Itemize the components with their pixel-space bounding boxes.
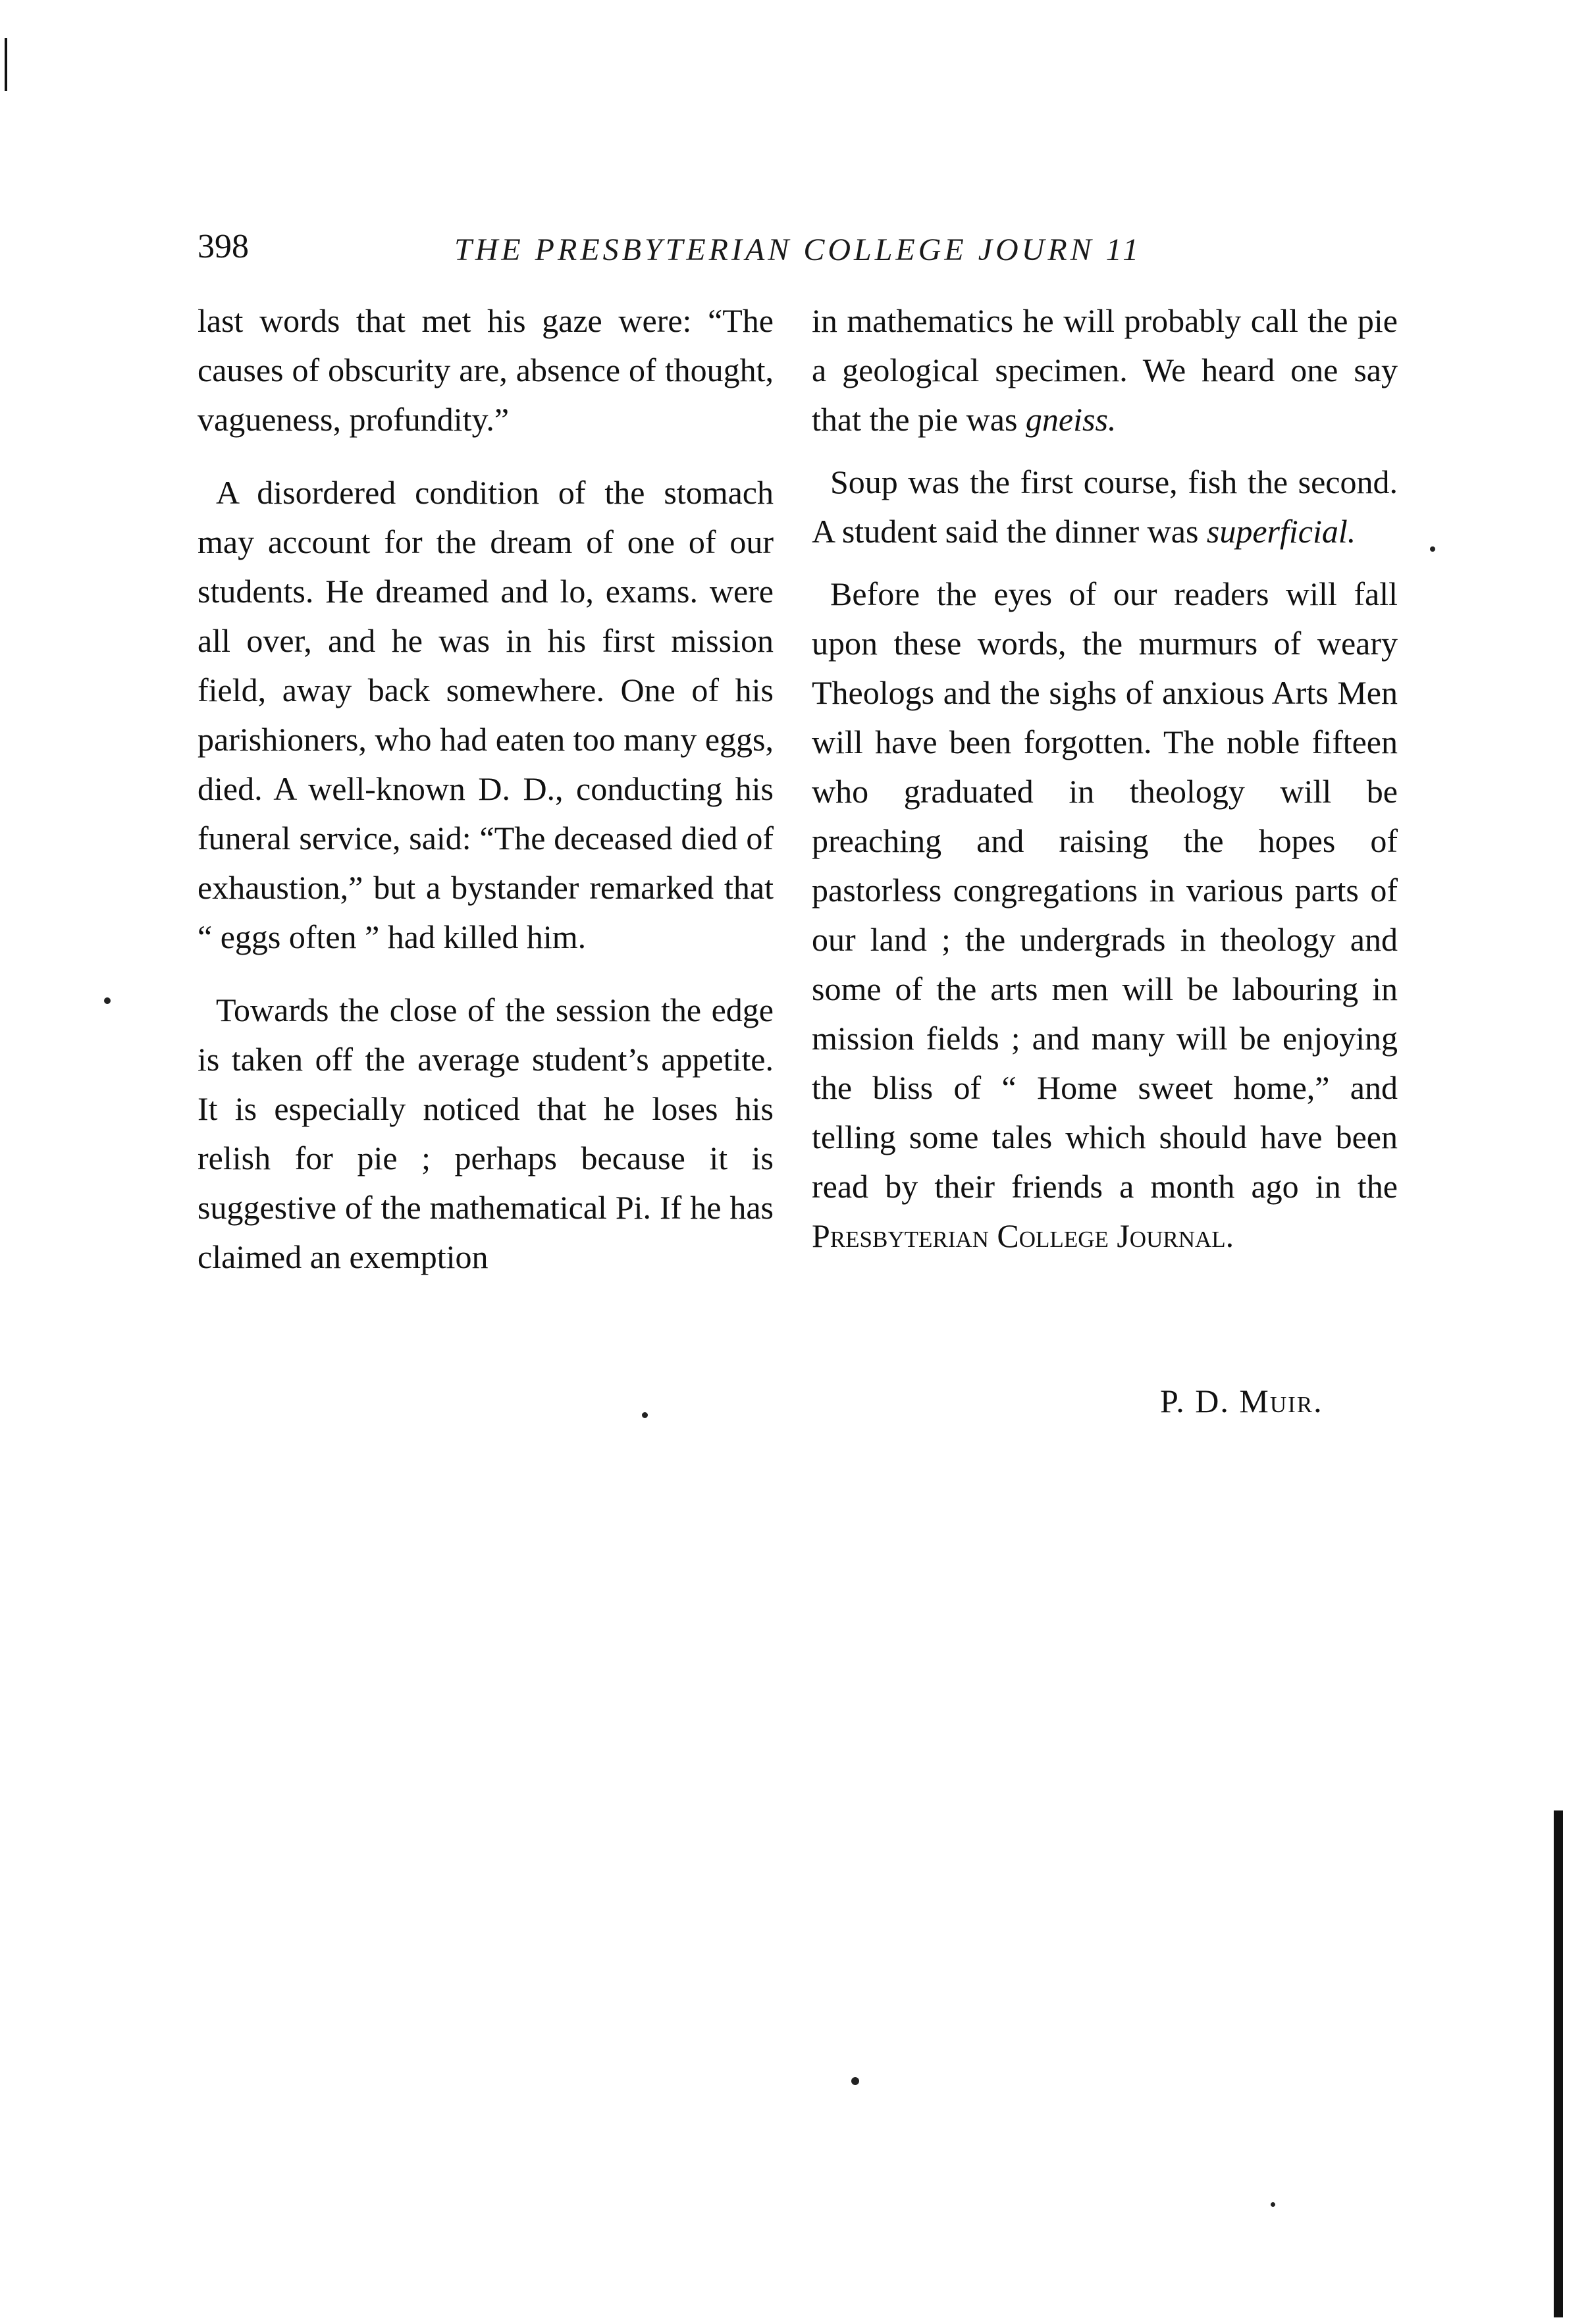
right-column [812, 296, 1398, 1261]
left-paragraph-1: last words that met his gaze were: “The causes of obscurity are, absence of thought, vagueness, profundity.” [198, 302, 774, 438]
gneiss-pun: gneiss. [1025, 401, 1117, 438]
running-title: THE PRESBYTERIAN COLLEGE JOURN 11 [454, 232, 1142, 267]
scan-speck [1430, 546, 1435, 552]
scan-speck [642, 1412, 648, 1418]
right-paragraph-2 [812, 458, 1398, 556]
left-paragraph-2: A disordered condition of the stomach may account for the dream of one of our students. He dreamed and lo, exams. were all over, and he was in his first mission field, away back somewhere. One of his parishioners, who had eaten too many eggs, died. A well-known D. D., conducting his funeral service, said: “The deceased died of exhaustion,” but a bystander remarked that “ eggs often ” had killed him. [198, 474, 774, 955]
scan-speck [851, 2077, 859, 2085]
scan-speck [104, 997, 111, 1004]
right-paragraph-3-text: Before the eyes of our readers will fall upon these words, the murmurs of weary Theologs and the sighs of anxious Arts Men will have been forgotten. The noble fifteen who graduated in theology will be preaching and raising the hopes of pastorless congregations in various parts of our land ; the undergrads in theology and some of the arts men will be labouring in mission fields ; and many will be enjoying the bliss of “ Home sweet home,” and telling some tales which should have been read by their friends a month ago in the [812, 575, 1398, 1205]
scan-speck [1271, 2202, 1275, 2207]
scan-mark-top-left [5, 38, 7, 91]
page-number: 398 [198, 228, 249, 265]
author-signature: P. D. Muir. [1160, 1383, 1323, 1419]
right-paragraph-2-text: Soup was the first course, fish the second. A student said the dinner was [812, 463, 1398, 550]
right-paragraph-1 [812, 296, 1398, 444]
left-column [198, 296, 774, 1282]
left-paragraph-3: Towards the close of the session the edge is taken off the average student’s appetite. It is especially noticed that he loses his relish for pie ; perhaps because it is suggestive of the mathematical Pi. If he has claimed an exemption [198, 991, 774, 1275]
journal-name: Presbyterian College Journal. [812, 1217, 1234, 1254]
right-paragraph-3 [812, 569, 1398, 1261]
right-paragraph-1-text: in mathematics he will probably call the pie a geological specimen. We heard one say that the pie was [812, 302, 1398, 438]
superficial-pun: superficial. [1206, 513, 1356, 550]
scan-mark-right-edge [1554, 1810, 1563, 2317]
